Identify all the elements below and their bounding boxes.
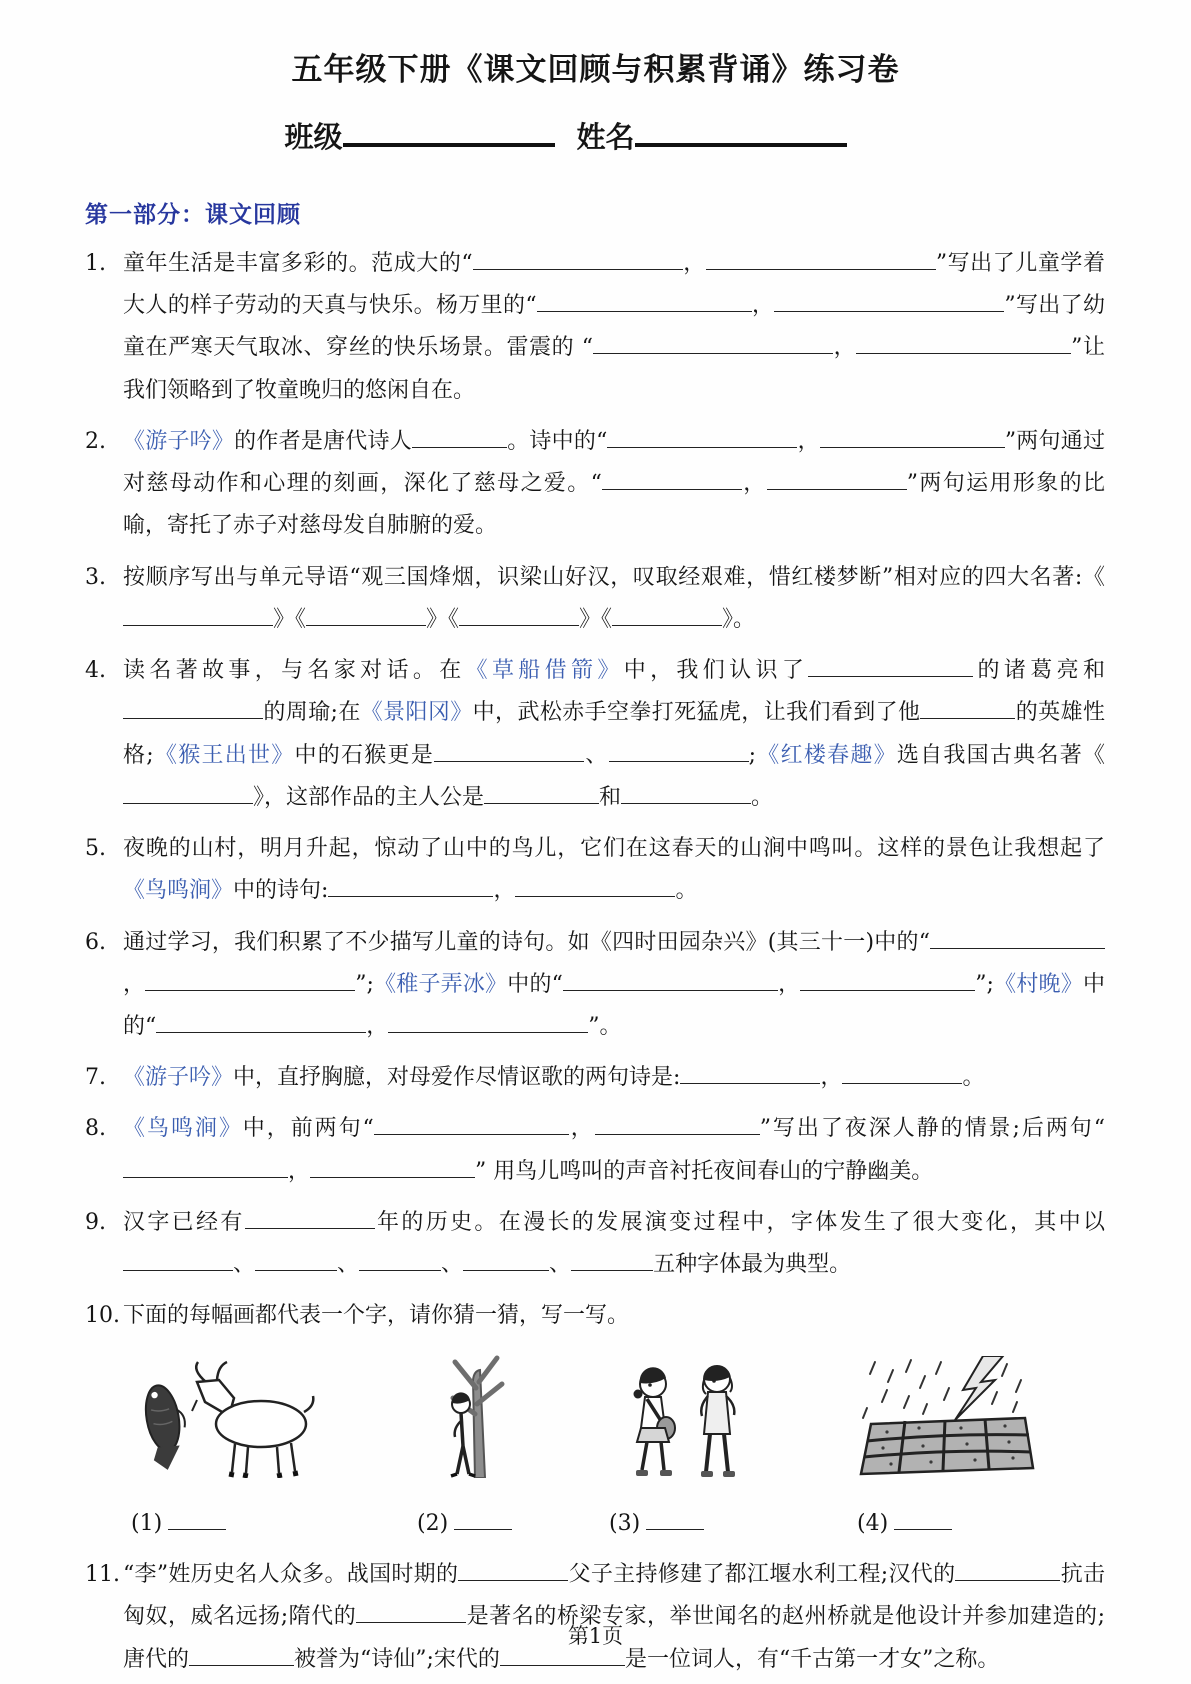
answer-blank xyxy=(800,968,975,991)
question-number: 5. xyxy=(85,836,106,862)
answer-blank xyxy=(328,874,493,897)
question-text: ”写出了夜深人静的情景;后两句“ xyxy=(759,1116,1105,1142)
fish-goat-icon xyxy=(131,1360,321,1493)
answer-blank xyxy=(646,1507,704,1530)
question-6 xyxy=(85,922,1105,1049)
question-text: 》《 xyxy=(579,606,613,632)
question-number: 9. xyxy=(85,1209,106,1235)
question-text: 汉字已经有 xyxy=(123,1209,245,1235)
question-11 xyxy=(85,1554,1105,1681)
question-1 xyxy=(85,243,1105,412)
question-text: ， xyxy=(682,251,706,276)
rebus-pictures-row xyxy=(123,1338,1105,1545)
question-text: 中，我们认识了 xyxy=(623,658,809,684)
question-number: 10. xyxy=(85,1303,120,1329)
answer-blank xyxy=(820,425,1005,448)
rebus-label xyxy=(417,1503,513,1545)
question-text: ”两句运用形象的比喻，寄托了赤子对慈母发自肺腑的爱。 xyxy=(123,471,1105,539)
answer-blank xyxy=(459,603,579,626)
rebus-label-text: (1) xyxy=(131,1510,163,1536)
answer-blank xyxy=(388,1010,588,1033)
question-text: 是一位词人，有“千古第一才女”之称。 xyxy=(624,1646,1000,1672)
question-number: 2. xyxy=(85,428,106,454)
answer-blank xyxy=(930,926,1105,949)
answer-blank xyxy=(842,1061,962,1084)
book-title: 《稚子弄冰》 xyxy=(373,971,508,997)
question-number: 6. xyxy=(85,929,106,955)
answer-blank xyxy=(463,1248,549,1271)
question-text: ， xyxy=(123,971,146,997)
question-text: ”写出了幼童在严寒天气取冰、穿丝的快乐场景。雷震的 “ xyxy=(123,293,1106,361)
question-8 xyxy=(85,1108,1105,1192)
question-text: 中，直抒胸臆，对母爱作尽情讴歌的两句诗是: xyxy=(233,1065,681,1091)
answer-blank xyxy=(123,1155,288,1178)
question-text: 、 xyxy=(549,1252,572,1278)
question-body xyxy=(123,243,1105,412)
rebus-label-text: (4) xyxy=(857,1510,889,1536)
question-text: 中的“ xyxy=(507,971,563,997)
question-body xyxy=(123,650,1105,819)
answer-blank xyxy=(602,467,742,490)
question-text: 、 xyxy=(584,742,609,768)
question-text: 、 xyxy=(337,1252,360,1278)
answer-blank xyxy=(255,1248,337,1271)
question-number: 1. xyxy=(85,251,106,276)
question-text: ， xyxy=(751,293,775,319)
answer-blank xyxy=(680,1061,820,1084)
book-title: 《游子吟》 xyxy=(123,1065,234,1091)
answer-blank xyxy=(515,874,675,897)
question-text: ， xyxy=(833,335,857,361)
question-text: ”写出了儿童学着大人的样子劳动的天真与快乐。杨万里的“ xyxy=(123,251,1105,319)
book-title: 《游子吟》 xyxy=(123,428,235,454)
answer-blank xyxy=(955,1558,1060,1581)
question-number: 4. xyxy=(85,658,106,684)
question-text: 》《 xyxy=(273,606,307,632)
question-text: ， xyxy=(820,1065,843,1091)
answer-blank xyxy=(595,1112,760,1135)
book-title: 《村晚》 xyxy=(993,971,1083,997)
question-body xyxy=(123,1554,1105,1681)
answer-blank xyxy=(484,781,599,804)
book-title: 《草船借箭》 xyxy=(465,658,624,684)
answer-blank xyxy=(612,603,722,626)
answer-blank xyxy=(156,1010,366,1033)
name-blank xyxy=(635,115,847,147)
question-list xyxy=(85,243,1105,1681)
question-body xyxy=(123,1108,1105,1192)
question-text: 年的历史。在漫长的发展演变过程中，字体发生了很大变化，其中以 xyxy=(374,1209,1105,1235)
rebus-label xyxy=(609,1503,761,1545)
answer-blank xyxy=(245,1206,375,1229)
question-text: 中的石猴更是 xyxy=(294,742,435,768)
answer-blank xyxy=(310,1155,475,1178)
page-title: 五年级下册《课文回顾与积累背诵》练习卷 xyxy=(291,52,900,88)
question-body xyxy=(123,922,1105,1049)
answer-blank xyxy=(571,1248,653,1271)
question-4 xyxy=(85,650,1105,819)
answer-blank xyxy=(609,739,749,762)
section-1-header: 第一部分：课文回顾 xyxy=(85,202,301,228)
question-text: 夜晚的山村，明月升起，惊动了山中的鸟儿，它们在这春天的山涧中鸣叫。这样的景色让我想起了 xyxy=(123,836,1105,862)
question-text: ”; xyxy=(355,971,374,997)
question-body xyxy=(123,1202,1105,1286)
page-number: 第1页 xyxy=(567,1624,624,1648)
rebus-label xyxy=(857,1503,1035,1545)
book-title: 《鸟鸣涧》 xyxy=(123,878,234,904)
book-title: 《鸟鸣涧》 xyxy=(123,1116,243,1142)
answer-blank xyxy=(808,654,973,677)
question-text: 五种字体最为典型。 xyxy=(653,1252,852,1278)
person-leaning-tree-icon xyxy=(417,1352,513,1493)
book-title: 《猴王出世》 xyxy=(153,742,295,768)
question-body xyxy=(123,1057,1105,1099)
question-text: 。诗中的“ xyxy=(506,428,608,454)
answer-blank xyxy=(473,247,683,270)
rain-lightning-field-icon xyxy=(857,1356,1035,1493)
student-info-line xyxy=(0,115,1161,156)
rebus-item xyxy=(857,1356,1035,1545)
answer-blank xyxy=(856,331,1071,354)
question-text: ”让我们领略到了牧童晚归的悠闲自在。 xyxy=(123,335,1105,403)
answer-blank xyxy=(306,603,426,626)
answer-blank xyxy=(434,739,584,762)
question-text: 按顺序写出与单元导语“观三国烽烟，识梁山好汉，叹取经艰难，惜红楼梦断”相对应的四大名著:《 xyxy=(123,564,1105,590)
question-text: 中，前两句“ xyxy=(242,1116,374,1142)
answer-blank xyxy=(454,1507,512,1530)
answer-blank xyxy=(412,425,507,448)
question-text: 选自我国古典名著《 xyxy=(896,742,1105,768)
question-text: ， xyxy=(493,878,516,904)
question-3 xyxy=(85,557,1105,641)
name-label: 姓名 xyxy=(576,120,635,154)
class-blank xyxy=(343,115,555,147)
question-text: ” 用鸟儿鸣叫的声音衬托夜间春山的宁静幽美。 xyxy=(475,1158,934,1184)
question-text: ， xyxy=(568,1116,595,1142)
answer-blank xyxy=(894,1507,952,1530)
question-text: ， xyxy=(741,471,767,497)
question-text: ”; xyxy=(975,971,994,997)
question-text: 的周瑜;在 xyxy=(263,700,361,726)
answer-blank xyxy=(123,781,253,804)
question-text: 童年生活是丰富多彩的。范成大的“ xyxy=(123,251,473,276)
rebus-item xyxy=(417,1352,513,1545)
question-text: ; xyxy=(748,742,757,768)
question-text: 。 xyxy=(751,784,774,810)
question-text: 抗击匈奴，威名远扬;隋代的 xyxy=(123,1562,1105,1630)
question-number: 7. xyxy=(85,1065,106,1091)
answer-blank xyxy=(123,696,263,719)
answer-blank xyxy=(920,696,1015,719)
question-text: ， xyxy=(797,428,820,454)
two-girls-walking-icon xyxy=(609,1352,761,1493)
question-text: 的英雄性格; xyxy=(123,700,1105,768)
rebus-label-text: (3) xyxy=(609,1510,641,1536)
question-text: 》。 xyxy=(722,606,756,632)
answer-blank xyxy=(374,1112,569,1135)
question-text: ”。 xyxy=(588,1013,622,1039)
question-9 xyxy=(85,1202,1105,1286)
question-2 xyxy=(85,421,1105,548)
answer-blank xyxy=(123,603,273,626)
question-5 xyxy=(85,828,1105,912)
rebus-item xyxy=(609,1352,761,1545)
question-text: 下面的每幅画都代表一个字，请你猜一猜，写一写。 xyxy=(123,1303,630,1329)
answer-blank xyxy=(168,1507,226,1530)
question-7 xyxy=(85,1057,1105,1099)
question-text: 》《 xyxy=(426,606,460,632)
class-label: 班级 xyxy=(284,120,343,154)
question-text: 的诸葛亮和 xyxy=(973,658,1105,684)
answer-blank xyxy=(774,289,1004,312)
rebus-label xyxy=(131,1503,321,1545)
question-text: 通过学习，我们积累了不少描写儿童的诗句。如《四时田园杂兴》(其三十一)中的“ xyxy=(123,929,930,955)
question-text: ， xyxy=(366,1013,389,1039)
answer-blank xyxy=(621,781,751,804)
question-text: 父子主持修建了都江堰水利工程;汉代的 xyxy=(568,1562,956,1588)
answer-blank xyxy=(458,1558,568,1581)
answer-blank xyxy=(607,425,797,448)
question-text: ， xyxy=(777,971,801,997)
question-10 xyxy=(85,1295,1105,1545)
question-text: 被誉为“诗仙”;宋代的 xyxy=(294,1646,500,1672)
question-number: 11. xyxy=(85,1562,120,1588)
question-text: ， xyxy=(288,1158,311,1184)
question-number: 8. xyxy=(85,1116,106,1142)
question-text: 中的诗句: xyxy=(233,878,329,904)
answer-blank xyxy=(359,1248,441,1271)
question-text: 。 xyxy=(675,878,698,904)
answer-blank xyxy=(563,968,778,991)
question-text: 、 xyxy=(233,1252,256,1278)
question-text: “李”姓历史名人众多。战国时期的 xyxy=(123,1562,459,1588)
answer-blank xyxy=(145,968,355,991)
answer-blank xyxy=(706,247,936,270)
question-body xyxy=(123,557,1105,641)
question-text: 读名著故事，与名家对话。在 xyxy=(123,658,466,684)
book-title: 《红楼春趣》 xyxy=(756,742,897,768)
answer-blank xyxy=(593,331,833,354)
question-text: 中的“ xyxy=(123,971,1105,1039)
question-body xyxy=(123,828,1105,912)
question-text: ”两句通过对慈母动作和心理的刻画，深化了慈母之爱。“ xyxy=(123,428,1105,497)
rebus-item xyxy=(131,1360,321,1545)
answer-blank xyxy=(123,1248,233,1271)
question-text: 。 xyxy=(962,1065,985,1091)
question-number: 3. xyxy=(85,564,106,590)
rebus-label-text: (2) xyxy=(417,1510,449,1536)
question-text: 中，武松赤手空拳打死猛虎，让我们看到了他 xyxy=(472,700,921,726)
question-text: 》，这部作品的主人公是 xyxy=(253,784,485,810)
question-text: 、 xyxy=(441,1252,464,1278)
question-text: 的作者是唐代诗人 xyxy=(234,428,412,454)
question-body xyxy=(123,1295,1105,1545)
answer-blank xyxy=(537,289,752,312)
book-title: 《景阳冈》 xyxy=(360,700,473,726)
answer-blank xyxy=(767,467,907,490)
question-body xyxy=(123,421,1105,548)
question-text: 和 xyxy=(599,784,622,810)
question-text: 是著名的桥梁专家，举世闻名的赵州桥就是他设计并参加建造的;唐代的 xyxy=(123,1604,1105,1672)
